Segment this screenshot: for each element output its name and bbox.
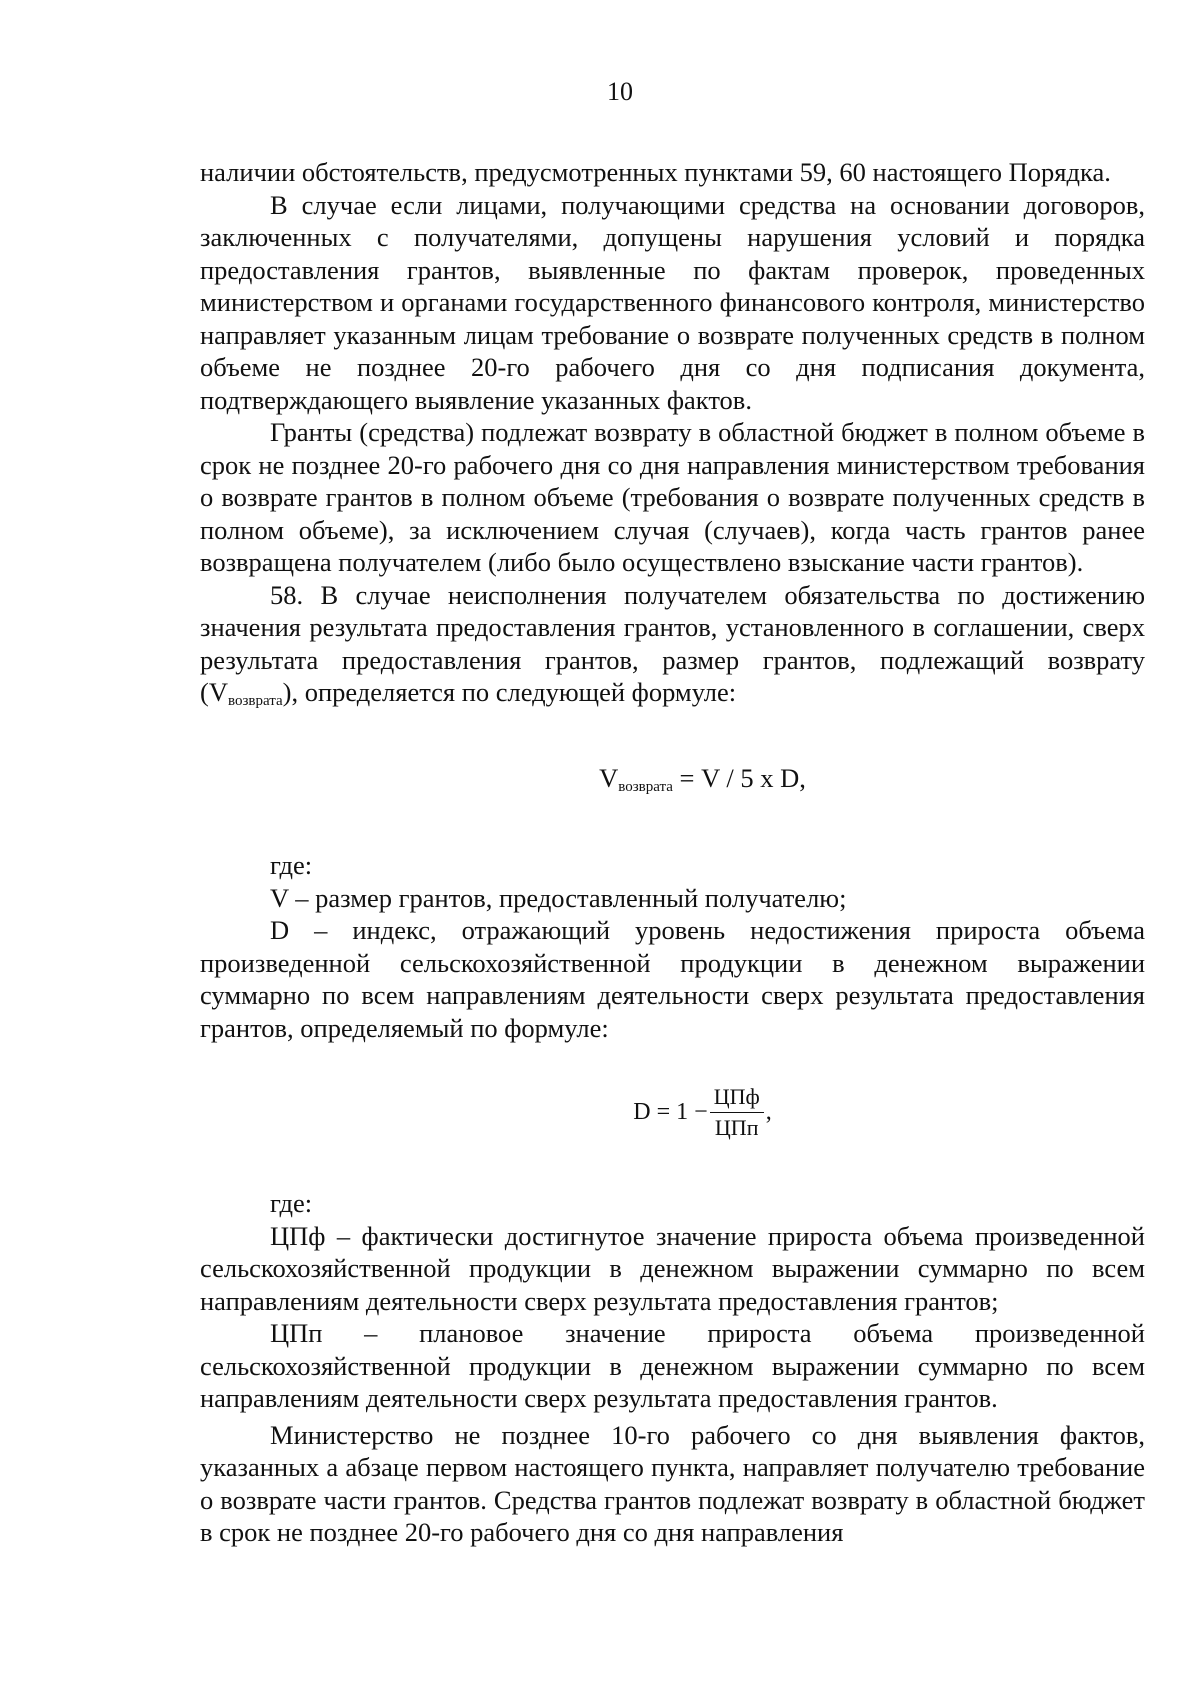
definition-d: D – индекс, отражающий уровень недостижения прироста объема произведенной сельскохозяйственной продукции в денежном выражении суммарно по всем направлениям деятельности сверх результата предоставления грантов, определяемый по формуле: xyxy=(200,915,1145,1043)
definition-cpf: ЦПф – фактически достигнутое значение прироста объема произведенной сельскохозяйственной продукции в денежном выражении суммарно по всем направлениям деятельности сверх результата предоставления грантов; xyxy=(200,1220,1145,1316)
paragraph-continuation: наличии обстоятельств, предусмотренных пунктами 59, 60 настоящего Порядка. xyxy=(200,157,1111,187)
formula1-lhs: V xyxy=(599,762,619,793)
formula1-lhs-subscript: возврата xyxy=(618,778,673,795)
item58-text-before: 58. В случае неисполнения получателем обязательства по достижению значения результата предоставления грантов, установленного в соглашении, сверх результата предоставления грантов, размер грантов, подлежащий возврату (V xyxy=(200,579,1145,707)
formula2-lhs: D = 1 − xyxy=(633,1099,708,1126)
paragraph-contract-violations: В случае если лицами, получающими средства на основании договоров, заключенных с получателями, допущены нарушения условий и порядка предоставления грантов, выявленные по фактам проверок, проведенных министерством и органами государственного финансового контроля, министерство направляет указанным лицам требование о возврате полученных средств в полном объеме не позднее 20-го рабочего дня со дня подписания документа, подтверждающего выявление указанных фактов. xyxy=(200,189,1145,415)
item58-subscript: возврата xyxy=(227,693,283,709)
definition-cpp: ЦПп – плановое значение прироста объема произведенной сельскохозяйственной продукции в денежном выражении суммарно по всем направлениям деятельности сверх результата предоставления грантов. xyxy=(200,1318,1145,1413)
formula2-fraction xyxy=(710,1084,764,1141)
page-number: 10 xyxy=(607,77,633,106)
definition-v: V – размер грантов, предоставленный получателю; xyxy=(270,882,847,913)
formula-return-amount xyxy=(200,762,1145,804)
formula2-denominator: ЦПп xyxy=(714,1115,759,1140)
formula2-numerator: ЦПф xyxy=(710,1084,764,1113)
item58-text-after: ), определяется по следующей формуле: xyxy=(282,677,737,707)
where-label-2: где: xyxy=(270,1188,313,1218)
paragraph-ministry-demand: Министерство не позднее 10-го рабочего со дня выявления фактов, указанных а абзаце первом настоящего пункта, направляет получателю требование о возврате части грантов. Средства грантов подлежат возврату в областной бюджет в срок не позднее 20-го рабочего дня со дня направления xyxy=(200,1419,1145,1547)
paragraph-item-58 xyxy=(200,579,1145,718)
formula1-rhs: = V / 5 x D, xyxy=(672,762,806,793)
where-label-1: где: xyxy=(270,850,313,880)
document-body xyxy=(200,156,1145,1549)
formula2-tail: , xyxy=(765,1099,772,1126)
paragraph-grant-return: Гранты (средства) подлежат возврату в областной бюджет в полном объеме в срок не позднее 20-го рабочего дня со дня направления министерством требования о возврате грантов в полном объеме (требования о возврате полученных средств в полном объеме), за исключением случая (случаев), когда часть грантов ранее возвращена получателем (либо было осуществлено взыскание части грантов). xyxy=(200,417,1145,577)
formula-index-d xyxy=(200,1084,1145,1141)
